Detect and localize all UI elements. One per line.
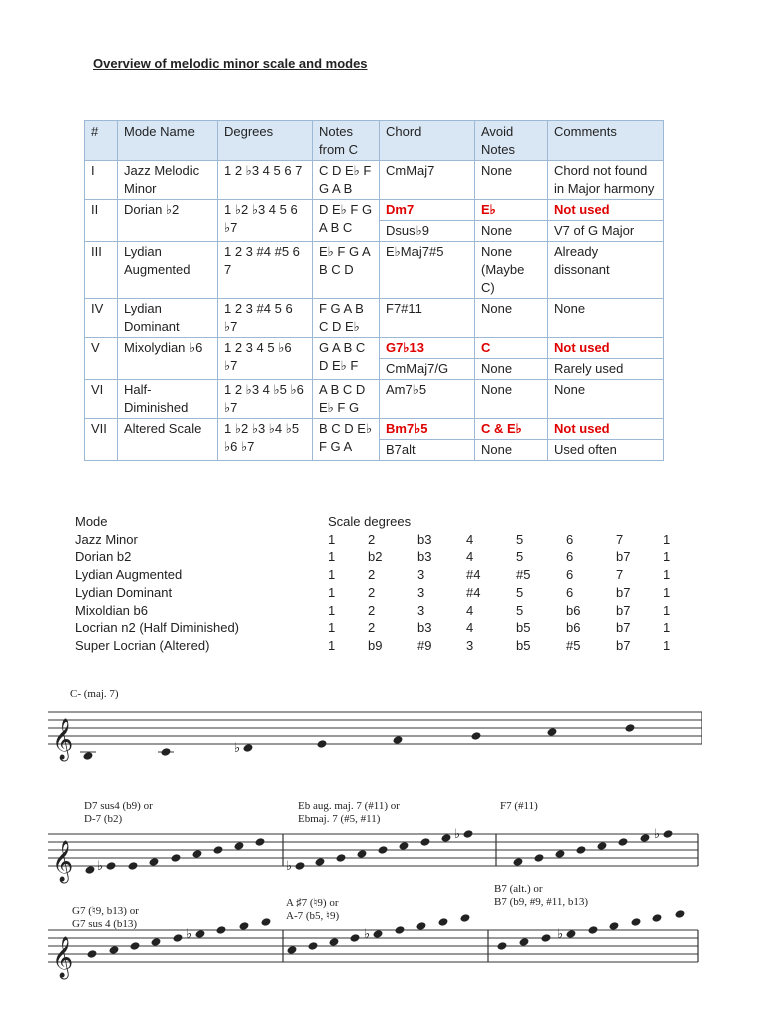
degree-cell: 1 (328, 602, 336, 618)
note-head (625, 723, 636, 733)
scale-degrees-column-header: Scale degrees (328, 514, 412, 529)
chord-cell: F7#11 (380, 299, 475, 338)
note-head (255, 837, 266, 847)
avoid-notes-cell: None (475, 359, 548, 380)
note-head (597, 841, 608, 851)
comment-cell: Chord not found in Major harmony (548, 161, 664, 200)
mode-label: Dorian b2 (75, 549, 132, 565)
chord-label: Eb aug. maj. 7 (#11) or (298, 800, 400, 812)
mode-label: Mixoldian b6 (75, 602, 148, 618)
note-head (460, 913, 471, 923)
note-head (566, 929, 577, 939)
avoid-notes-cell: C & E♭ (475, 419, 548, 440)
note-head (541, 933, 552, 943)
note-head (373, 929, 384, 939)
flat-icon: ♭ (557, 927, 564, 942)
note-head (463, 829, 474, 839)
chord-label: G7 (♮9, b13) or (72, 905, 139, 917)
degree-cell: 6 (566, 531, 574, 547)
table-row (85, 338, 664, 359)
degree-cell: 4 (466, 531, 474, 547)
degree-cell: 3 (417, 567, 425, 583)
note-head (534, 853, 545, 863)
mode-name: Altered Scale (118, 419, 218, 461)
note-head (609, 921, 620, 931)
degree-cell: #5 (516, 567, 531, 583)
mode-number: II (85, 200, 118, 242)
chord-cell: Bm7♭5 (380, 419, 475, 440)
degree-cell: 2 (368, 602, 376, 618)
degree-cell: 1 (663, 620, 671, 636)
flat-icon: ♭ (364, 927, 371, 942)
degree-cell: b6 (566, 602, 581, 618)
degree-row (75, 548, 683, 566)
note-head (287, 945, 298, 955)
degree-cell: 2 (368, 584, 376, 600)
note-head (497, 941, 508, 951)
column-header: Notes from C (313, 121, 380, 161)
chord-label: F7 (#11) (500, 800, 538, 812)
mode-label: Jazz Minor (75, 531, 138, 547)
note-head (513, 857, 524, 867)
degree-row (75, 566, 683, 584)
mode-degrees: 1 2 ♭3 4 5 6 7 (218, 161, 313, 200)
comment-cell: V7 of G Major (548, 221, 664, 242)
mode-label: Lydian Augmented (75, 567, 183, 583)
note-head (471, 731, 482, 741)
note-head (83, 751, 94, 761)
mode-name: Lydian Dominant (118, 299, 218, 338)
degree-cell: 2 (368, 567, 376, 583)
note-head (308, 941, 319, 951)
avoid-notes-cell: None (475, 380, 548, 419)
mode-degrees: 1 2 3 #4 5 6 ♭7 (218, 299, 313, 338)
degree-cell: b7 (616, 584, 631, 600)
mode-name: Jazz Melodic Minor (118, 161, 218, 200)
note-head (195, 929, 206, 939)
degree-cell: 5 (516, 549, 524, 565)
note-head (315, 857, 326, 867)
mode-label: Locrian n2 (Half Diminished) (75, 620, 240, 636)
chord-label: A ♯7 (♮9) or (286, 897, 339, 909)
mode-notes: G A B C D E♭ F (313, 338, 380, 380)
degree-cell: 1 (663, 567, 671, 583)
comment-cell: Not used (548, 338, 664, 359)
degree-cell: 3 (417, 584, 425, 600)
degree-cell: 2 (368, 620, 376, 636)
mode-name: Dorian ♭2 (118, 200, 218, 242)
degree-cell: 1 (328, 531, 336, 547)
column-header: Comments (548, 121, 664, 161)
degree-cell: b5 (516, 637, 531, 653)
mode-label: Lydian Dominant (75, 584, 173, 600)
chord-label: C- (maj. 7) (70, 688, 119, 700)
note-head (420, 837, 431, 847)
note-head (261, 917, 272, 927)
table-row (85, 299, 664, 338)
treble-clef-icon: 𝄞 (52, 719, 74, 760)
mode-column-header: Mode (75, 514, 108, 529)
degree-cell: b9 (368, 637, 383, 653)
modes-table-body (85, 161, 664, 461)
degree-cell: b7 (616, 549, 631, 565)
note-head (547, 727, 558, 737)
mode-name: Half-Diminished (118, 380, 218, 419)
degree-row (75, 531, 683, 549)
note-head (173, 933, 184, 943)
chord-label: D7 sus4 (b9) or (84, 800, 153, 812)
degree-cell: 2 (368, 531, 376, 547)
flat-icon: ♭ (654, 827, 661, 842)
chord-cell: Dsus♭9 (380, 221, 475, 242)
flat-icon: ♭ (97, 859, 104, 874)
degree-cell: #4 (466, 584, 481, 600)
mode-number: IV (85, 299, 118, 338)
treble-clef-icon: 𝄞 (52, 841, 74, 882)
degree-cell: 1 (663, 602, 671, 618)
degree-cell: b3 (417, 549, 432, 565)
flat-icon: ♭ (234, 741, 241, 756)
degree-cell: 1 (328, 549, 336, 565)
notation-image (40, 672, 702, 1024)
mode-notes: F G A B C D E♭ (313, 299, 380, 338)
degree-cell: 1 (663, 637, 671, 653)
degree-cell: b3 (417, 620, 432, 636)
mode-degrees: 1 2 3 #4 #5 6 7 (218, 242, 313, 299)
note-head (393, 735, 404, 745)
comment-cell: Already dissonant (548, 242, 664, 299)
flat-icon: ♭ (286, 859, 293, 874)
mode-notes: C D E♭ F G A B (313, 161, 380, 200)
degree-cell: 4 (466, 602, 474, 618)
avoid-notes-cell: C (475, 338, 548, 359)
chord-label: G7 sus 4 (b13) (72, 918, 138, 930)
note-head (399, 841, 410, 851)
chord-cell: Dm7 (380, 200, 475, 221)
avoid-notes-cell: None (Maybe C) (475, 242, 548, 299)
mode-notes: E♭ F G A B C D (313, 242, 380, 299)
flat-icon: ♭ (186, 927, 193, 942)
chord-label: B7 (b9, #9, #11, b13) (494, 896, 589, 908)
degree-row (75, 584, 683, 602)
note-head (618, 837, 629, 847)
comment-cell: Rarely used (548, 359, 664, 380)
note-head (106, 861, 117, 871)
degree-cell: 1 (328, 584, 336, 600)
degree-cell: b2 (368, 549, 383, 565)
mode-number: I (85, 161, 118, 200)
chord-label: Ebmaj. 7 (#5, #11) (298, 813, 381, 825)
comment-cell: Not used (548, 200, 664, 221)
avoid-notes-cell: None (475, 161, 548, 200)
comment-cell: Not used (548, 419, 664, 440)
note-head (378, 845, 389, 855)
mode-degrees: 1 2 3 4 5 ♭6 ♭7 (218, 338, 313, 380)
scale-degrees-table (75, 513, 683, 655)
comment-cell: None (548, 380, 664, 419)
avoid-notes-cell: None (475, 440, 548, 461)
degree-cell: 6 (566, 584, 574, 600)
mode-number: V (85, 338, 118, 380)
note-head (87, 949, 98, 959)
degree-cell: 5 (516, 531, 524, 547)
mode-degrees: 1 2 ♭3 4 ♭5 ♭6 ♭7 (218, 380, 313, 419)
column-header: Mode Name (118, 121, 218, 161)
note-head (239, 921, 250, 931)
mode-label: Super Locrian (Altered) (75, 637, 210, 653)
degree-row (75, 637, 683, 655)
note-head (438, 917, 449, 927)
comment-cell: None (548, 299, 664, 338)
note-head (519, 937, 530, 947)
degree-cell: b7 (616, 620, 631, 636)
note-head (631, 917, 642, 927)
note-head (243, 743, 254, 753)
degree-cell: b7 (616, 637, 631, 653)
chord-cell: CmMaj7 (380, 161, 475, 200)
staff-notation (40, 672, 702, 1024)
note-head (85, 865, 96, 875)
note-head (130, 941, 141, 951)
degree-cell: b3 (417, 531, 432, 547)
degree-cell: 1 (328, 567, 336, 583)
comment-cell: Used often (548, 440, 664, 461)
page-title: Overview of melodic minor scale and modes (93, 56, 368, 71)
column-header: Degrees (218, 121, 313, 161)
degree-cell: 6 (566, 549, 574, 565)
note-head (317, 739, 328, 749)
degree-cell: 1 (663, 549, 671, 565)
note-head (652, 913, 663, 923)
treble-clef-icon: 𝄞 (52, 937, 74, 978)
note-head (441, 833, 452, 843)
table-row (85, 242, 664, 299)
chord-label: D-7 (b2) (84, 813, 123, 825)
note-head (234, 841, 245, 851)
chord-label: A-7 (b5, ♮9) (286, 910, 340, 922)
avoid-notes-cell: None (475, 299, 548, 338)
note-head (171, 853, 182, 863)
degree-cell: 1 (328, 637, 336, 653)
column-header: Avoid Notes (475, 121, 548, 161)
degree-row (75, 602, 683, 620)
note-head (663, 829, 674, 839)
degree-cell: b6 (566, 620, 581, 636)
note-head (295, 861, 306, 871)
degree-cell: b5 (516, 620, 531, 636)
degree-row (75, 619, 683, 637)
column-header: # (85, 121, 118, 161)
mode-number: VII (85, 419, 118, 461)
degree-cell: 6 (566, 567, 574, 583)
chord-cell: E♭Maj7#5 (380, 242, 475, 299)
table-row (85, 200, 664, 221)
mode-number: VI (85, 380, 118, 419)
chord-cell: Am7♭5 (380, 380, 475, 419)
chord-label: B7 (alt.) or (494, 883, 543, 895)
table-row (85, 380, 664, 419)
note-head (555, 849, 566, 859)
note-head (395, 925, 406, 935)
column-header: Chord (380, 121, 475, 161)
degree-cell: 4 (466, 620, 474, 636)
chord-cell: CmMaj7/G (380, 359, 475, 380)
mode-notes: B C D E♭ F G A (313, 419, 380, 461)
note-head (161, 747, 172, 757)
mode-notes: A B C D E♭ F G (313, 380, 380, 419)
note-head (213, 845, 224, 855)
degree-cell: #9 (417, 637, 432, 653)
degree-cell: 7 (616, 567, 624, 583)
flat-icon: ♭ (454, 827, 461, 842)
degree-cell: #4 (466, 567, 481, 583)
note-head (588, 925, 599, 935)
mode-notes: D E♭ F G A B C (313, 200, 380, 242)
modes-table (84, 120, 664, 461)
degree-cell: 3 (417, 602, 425, 618)
note-head (576, 845, 587, 855)
note-head (128, 861, 139, 871)
degree-cell: b7 (616, 602, 631, 618)
note-head (357, 849, 368, 859)
degree-cell: 1 (663, 584, 671, 600)
chord-cell: B7alt (380, 440, 475, 461)
note-head (192, 849, 203, 859)
mode-number: III (85, 242, 118, 299)
table-row (85, 419, 664, 440)
note-head (109, 945, 120, 955)
degree-cell: 3 (466, 637, 474, 653)
note-head (329, 937, 340, 947)
degree-cell: 5 (516, 584, 524, 600)
degree-cell: 7 (616, 531, 624, 547)
avoid-notes-cell: E♭ (475, 200, 548, 221)
note-head (640, 833, 651, 843)
note-head (216, 925, 227, 935)
note-head (336, 853, 347, 863)
mode-degrees: 1 ♭2 ♭3 4 5 6 ♭7 (218, 200, 313, 242)
degree-cell: 5 (516, 602, 524, 618)
note-head (675, 909, 686, 919)
chord-cell: G7♭13 (380, 338, 475, 359)
degree-cell: 4 (466, 549, 474, 565)
table-row (85, 161, 664, 200)
modes-table-header (85, 121, 664, 161)
degree-cell: 1 (328, 620, 336, 636)
scale-degrees-header-row (75, 513, 683, 531)
note-head (151, 937, 162, 947)
avoid-notes-cell: None (475, 221, 548, 242)
note-head (350, 933, 361, 943)
degree-cell: #5 (566, 637, 581, 653)
degree-cell: 1 (663, 531, 671, 547)
note-head (416, 921, 427, 931)
mode-name: Lydian Augmented (118, 242, 218, 299)
mode-name: Mixolydian ♭6 (118, 338, 218, 380)
mode-degrees: 1 ♭2 ♭3 ♭4 ♭5 ♭6 ♭7 (218, 419, 313, 461)
note-head (149, 857, 160, 867)
